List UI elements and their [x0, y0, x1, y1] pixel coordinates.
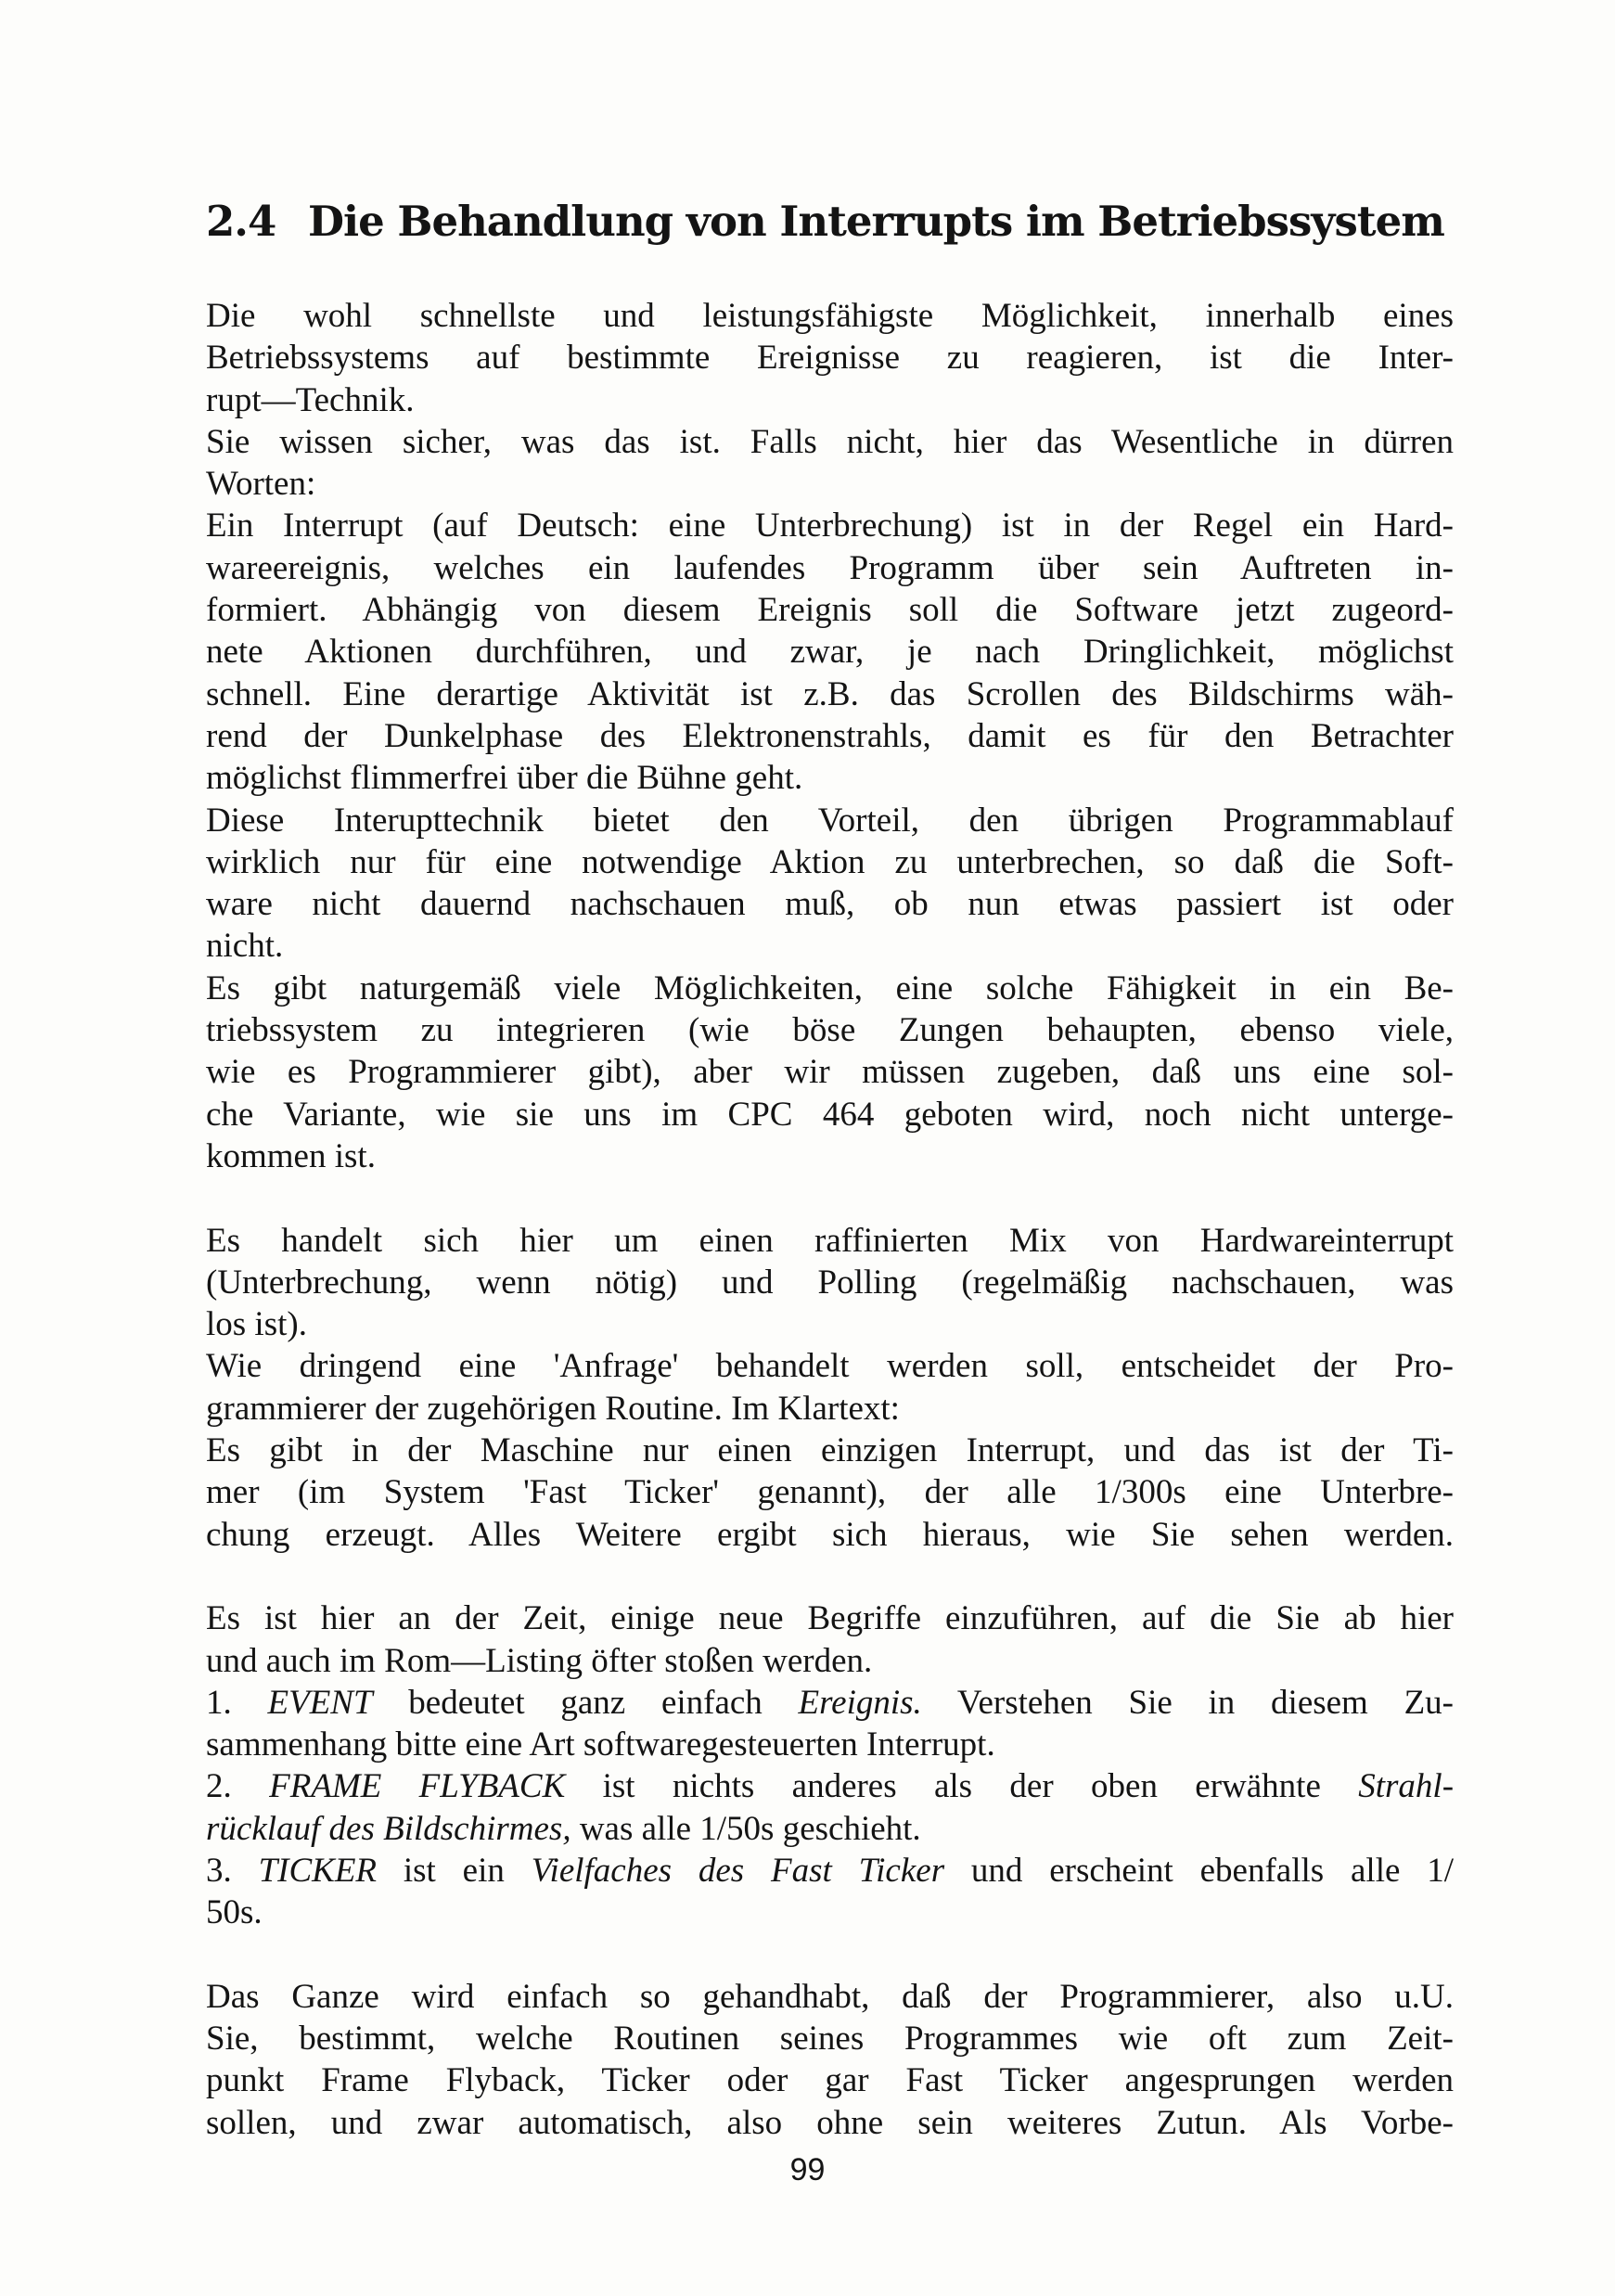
- text-line: 50s.: [206, 1893, 263, 1932]
- text-segment: Verstehen Sie in diesem Zu-: [921, 1683, 1454, 1722]
- text-line: che Variante, wie sie uns im CPC 464 geboten wird, noch nicht unterge-: [206, 1095, 1454, 1134]
- text-segment: bedeutet ganz einfach: [372, 1683, 799, 1722]
- text-line: kommen ist.: [206, 1136, 376, 1175]
- section-title: Die Behandlung von Interrupts im Betriebssystem: [308, 197, 1444, 246]
- text-line: schnell. Eine derartige Aktivität ist z.B. das Scrollen des Bildschirms wäh-: [206, 674, 1454, 713]
- text-line: Sie wissen sicher, was das ist. Falls nicht, hier das Wesentliche in dürren: [206, 422, 1454, 461]
- paragraph-gap: [206, 1934, 1454, 1976]
- text-line: nete Aktionen durchführen, und zwar, je nach Dringlichkeit, möglichst: [206, 633, 1454, 672]
- text-line: Ein Interrupt (auf Deutsch: eine Unterbrechung) ist in der Regel ein Hard-: [206, 507, 1454, 545]
- text-line: wie es Programmierer gibt), aber wir müssen zugeben, daß uns eine sol-: [206, 1053, 1454, 1092]
- page-number: 99: [789, 2152, 826, 2187]
- text-line: triebssystem zu integrieren (wie böse Zungen behaupten, ebenso viele,: [206, 1011, 1454, 1050]
- italic-term: TICKER: [258, 1851, 378, 1890]
- text-line: [206, 1682, 1454, 1724]
- text-line: und auch im Rom—Listing öfter stoßen werden.: [206, 1641, 873, 1680]
- italic-term: Ereignis.: [798, 1683, 922, 1722]
- text-segment: ist nichts anderes als der oben erwähnte: [565, 1767, 1359, 1806]
- text-line: chung erzeugt. Alles Weitere ergibt sich hieraus, wie Sie sehen werden.: [206, 1515, 1454, 1554]
- paragraph-gap: [206, 1556, 1454, 1597]
- text-segment: was alle 1/50s geschieht.: [570, 1809, 921, 1848]
- text-segment: 2.: [206, 1767, 270, 1806]
- text-line: mer (im System 'Fast Ticker' genannt), der alle 1/300s eine Unterbre-: [206, 1473, 1454, 1512]
- text-line: ware nicht dauernd nachschauen muß, ob nun etwas passiert ist oder: [206, 885, 1454, 924]
- text-line: sammenhang bitte eine Art softwaregesteuerten Interrupt.: [206, 1725, 995, 1764]
- text-line: formiert. Abhängig von diesem Ereignis soll die Software jetzt zugeord-: [206, 591, 1454, 630]
- text-line: Wie dringend eine 'Anfrage' behandelt werden soll, entscheidet der Pro-: [206, 1347, 1454, 1386]
- text-line: Es handelt sich hier um einen raffinierten Mix von Hardwareinterrupt: [206, 1221, 1454, 1260]
- text-line: punkt Frame Flyback, Ticker oder gar Fast Ticker angesprungen werden: [206, 2061, 1454, 2100]
- text-line: Diese Interupttechnik bietet den Vorteil, den übrigen Programmablauf: [206, 801, 1454, 840]
- italic-term: EVENT: [267, 1683, 373, 1722]
- text-line: Sie, bestimmt, welche Routinen seines Programmes wie oft zum Zeit-: [206, 2020, 1454, 2059]
- text-line: wareereignis, welches ein laufendes Programm über sein Auftreten in-: [206, 548, 1454, 587]
- text-line: [206, 1808, 1454, 1850]
- body-text: [206, 295, 1454, 2144]
- section-number: 2.4: [206, 197, 276, 246]
- text-line: sollen, und zwar automatisch, also ohne sein weiteres Zutun. Als Vorbe-: [206, 2103, 1454, 2142]
- text-line: los ist).: [206, 1305, 307, 1344]
- text-line: grammierer der zugehörigen Routine. Im Klartext:: [206, 1389, 900, 1428]
- text-line: nicht.: [206, 927, 284, 966]
- text-line: wirklich nur für eine notwendige Aktion zu unterbrechen, so daß die Soft-: [206, 842, 1454, 881]
- section-heading: [206, 197, 1458, 246]
- text-line: (Unterbrechung, wenn nötig) und Polling (regelmäßig nachschauen, was: [206, 1263, 1454, 1302]
- text-line: Die wohl schnellste und leistungsfähigste Möglichkeit, innerhalb eines: [206, 297, 1454, 335]
- text-segment: ist ein: [377, 1851, 532, 1890]
- text-segment: und erscheint ebenfalls alle 1/: [944, 1851, 1455, 1890]
- text-segment: 1.: [206, 1683, 268, 1722]
- italic-term: Strahl-: [1358, 1767, 1455, 1806]
- text-line: Es ist hier an der Zeit, einige neue Begriffe einzuführen, auf die Sie ab hier: [206, 1599, 1454, 1638]
- italic-term: rücklauf des Bildschirmes,: [206, 1809, 571, 1848]
- text-line: [206, 1765, 1454, 1807]
- text-line: Betriebssystems auf bestimmte Ereignisse zu reagieren, ist die Inter-: [206, 339, 1454, 378]
- text-segment: 3.: [206, 1851, 259, 1890]
- text-line: Worten:: [206, 465, 316, 504]
- text-line: rupt—Technik.: [206, 380, 415, 419]
- italic-term: Vielfaches des Fast Ticker: [531, 1851, 945, 1890]
- text-line: Es gibt naturgemäß viele Möglichkeiten, eine solche Fähigkeit in ein Be-: [206, 968, 1454, 1007]
- paragraph-gap: [206, 1177, 1454, 1219]
- text-line: [206, 1850, 1454, 1892]
- text-line: möglichst flimmerfrei über die Bühne geht.: [206, 759, 803, 798]
- italic-term: FRAME FLYBACK: [269, 1767, 566, 1806]
- text-line: Das Ganze wird einfach so gehandhabt, daß der Programmierer, also u.U.: [206, 1977, 1454, 2016]
- text-line: rend der Dunkelphase des Elektronenstrahls, damit es für den Betrachter: [206, 716, 1454, 755]
- text-line: Es gibt in der Maschine nur einen einzigen Interrupt, und das ist der Ti-: [206, 1431, 1454, 1470]
